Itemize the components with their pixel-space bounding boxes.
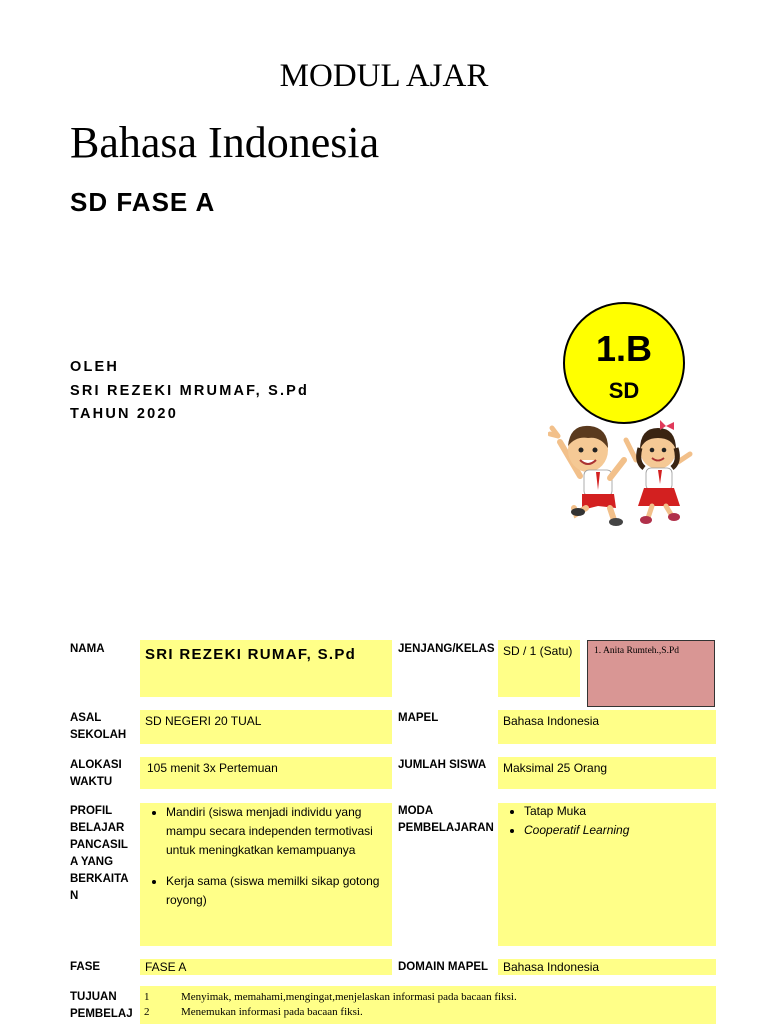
moda-item: • Cooperatif Learning [524, 822, 716, 839]
jumlah-label: JUMLAH SISWA [398, 759, 487, 771]
moda-label: MODA PEMBELAJARAN [398, 805, 494, 834]
tujuan-label: TUJUAN PEMBELAJ [70, 991, 133, 1020]
mapel-value: Bahasa Indonesia [498, 710, 716, 744]
asal-label: ASAL SEKOLAH [70, 712, 127, 741]
jumlah-value: Maksimal 25 Orang [498, 757, 716, 789]
subject-heading: Bahasa Indonesia [70, 118, 380, 167]
alokasi-label: ALOKASI WAKTU [70, 759, 122, 788]
moda-value [498, 803, 716, 946]
fase-value: FASE A [140, 959, 392, 975]
domain-value: Bahasa Indonesia [498, 959, 716, 975]
profil-label: PROFIL BELAJAR PANCASIL A YANG BERKAITA N [70, 805, 129, 902]
badge-level: SD [608, 378, 640, 403]
tujuan-number: 1 [144, 991, 150, 1003]
document-title: MODUL AJAR [279, 58, 489, 94]
profil-item: • Kerja sama (siswa memilki sikap gotong royong) [166, 872, 382, 910]
profil-item: • Mandiri (siswa menjadi individu yang mampu secara independen termotivasi untuk meningkatkan kemampuanya [166, 803, 382, 860]
badge-class: 1.B [595, 328, 653, 369]
profil-value [140, 803, 392, 946]
author-by-label: OLEH [70, 359, 120, 375]
class-badge [563, 302, 685, 424]
alokasi-value: 105 menit 3x Pertemuan [140, 757, 392, 789]
jenjang-value: SD / 1 (Satu) [498, 640, 580, 697]
author-name: SRI REZEKI MRUMAF, S.Pd [70, 383, 310, 399]
nama-value: SRI REZEKI RUMAF, S.Pd [140, 640, 392, 697]
moda-item: • Tatap Muka [524, 803, 716, 820]
tujuan-text: Menyimak, memahami,mengingat,menjelaskan informasi pada bacaan fiksi. [181, 991, 517, 1003]
mapel-label: MAPEL [398, 712, 439, 724]
fase-label: FASE [70, 961, 101, 973]
girl-figure [626, 420, 690, 524]
asal-value: SD NEGERI 20 TUAL [140, 710, 392, 744]
fase-heading: SD FASE A [70, 187, 216, 217]
tujuan-text: Menemukan informasi pada bacaan fiksi. [181, 1006, 363, 1018]
tujuan-number: 2 [144, 1006, 150, 1018]
note-box: 1. Anita Rumteh.,S.Pd [587, 640, 715, 707]
domain-label: DOMAIN MAPEL [398, 961, 489, 973]
tujuan-value [140, 986, 716, 1024]
nama-label: NAMA [70, 643, 105, 655]
boy-figure [550, 426, 624, 526]
children-illustration [548, 420, 698, 532]
author-year: TAHUN 2020 [70, 406, 178, 422]
jenjang-label: JENJANG/KELAS [398, 643, 495, 655]
